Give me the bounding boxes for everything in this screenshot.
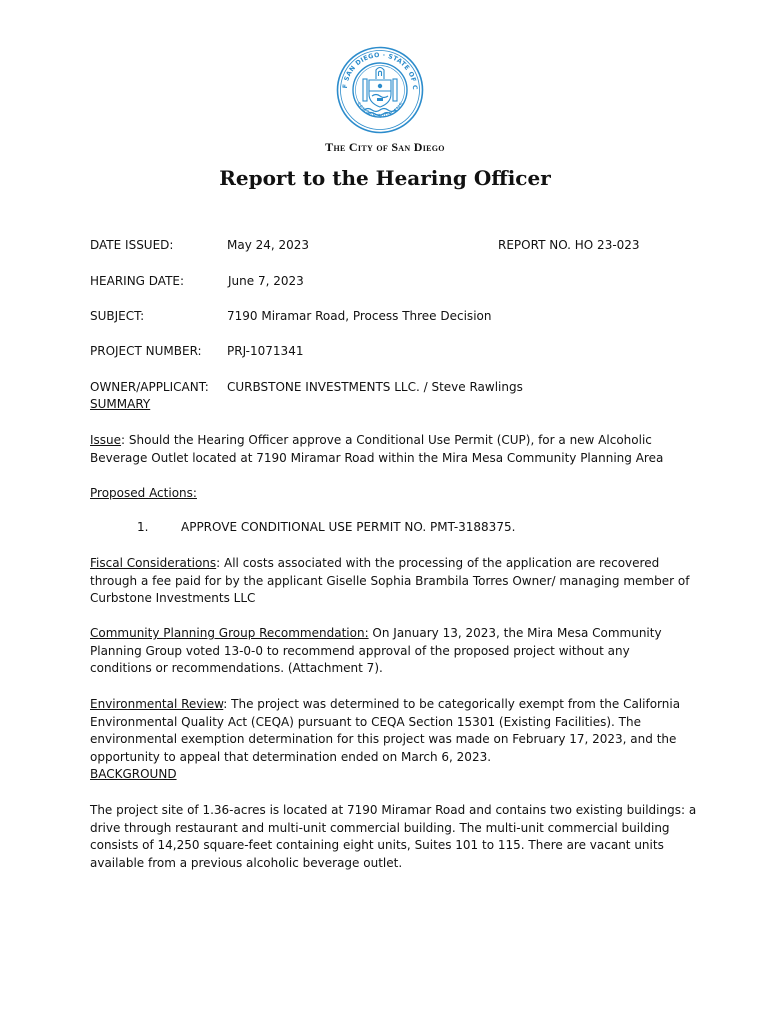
cpg-paragraph	[90, 625, 690, 678]
hearing-date-value: June 7, 2023	[228, 274, 304, 288]
hearing-date-label: HEARING DATE:	[90, 274, 185, 288]
owner-applicant-value: CURBSTONE INVESTMENTS LLC. / Steve Rawlings	[227, 380, 523, 394]
environmental-line: : The project was determined to be categorically exempt from the California	[223, 697, 681, 711]
background-heading: BACKGROUND	[90, 767, 177, 781]
background-line: drive through restaurant and multi-unit commercial building. The multi-unit commercial building	[90, 820, 670, 835]
background-line: available from a previous alcoholic beverage outlet.	[90, 855, 403, 870]
environmental-label: Environmental Review	[90, 697, 224, 711]
fiscal-paragraph	[90, 555, 690, 608]
report-title: Report to the Hearing Officer	[219, 166, 551, 190]
cpg-label: Community Planning Group Recommendation:	[90, 626, 369, 640]
background-paragraph	[90, 802, 697, 872]
issue-line: Beverage Outlet located at 7190 Miramar Road within the Mira Mesa Community Planning Area	[90, 450, 664, 465]
fiscal-line: through a fee paid for by the applicant Giselle Sophia Brambila Torres Owner/ managing member of	[90, 573, 690, 588]
city-seal-logo	[336, 46, 424, 134]
environmental-paragraph	[90, 696, 690, 766]
cpg-line: On January 13, 2023, the Mira Mesa Community	[368, 626, 662, 640]
background-line: consists of 14,250 square-feet containing eight units, Suites 101 to 115. There are vacant units	[90, 838, 664, 852]
action-number: 1.	[137, 520, 149, 534]
seal-ring-text: F SAN DIEGO · STATE OF C	[341, 51, 419, 91]
project-number-value: PRJ-1071341	[227, 344, 304, 358]
environmental-line: Environmental Quality Act (CEQA) pursuant to CEQA Section 15301 (Existing Facilities). The	[90, 714, 641, 729]
background-line: The project site of 1.36-acres is located at 7190 Miramar Road and contains two existing buildings: a	[90, 803, 697, 817]
issue-label: Issue	[90, 433, 122, 447]
seal-bottom-text: SEMPER VIGILANS	[354, 101, 406, 120]
fiscal-label: Fiscal Considerations	[90, 556, 217, 570]
date-issued-label: DATE ISSUED:	[90, 238, 174, 252]
cpg-line: Planning Group voted 13-0-0 to recommend approval of the proposed project without any	[90, 643, 630, 658]
action-text: APPROVE CONDITIONAL USE PERMIT NO. PMT-3188375.	[181, 520, 516, 534]
fiscal-line: : All costs associated with the processing of the application are recovered	[216, 556, 660, 570]
fiscal-line: Curbstone Investments LLC	[90, 591, 256, 605]
environmental-line: opportunity to appeal that determination ended on March 6, 2023.	[90, 749, 492, 764]
summary-heading: SUMMARY	[90, 397, 151, 411]
city-name: The City of San Diego	[325, 140, 445, 154]
owner-applicant-label: OWNER/APPLICANT:	[90, 380, 209, 394]
report-number: REPORT NO. HO 23-023	[498, 238, 640, 252]
environmental-line: environmental exemption determination for this project was made on February 17, 2023, and the	[90, 732, 677, 746]
project-number-label: PROJECT NUMBER:	[90, 344, 202, 358]
subject-label: SUBJECT:	[90, 309, 145, 323]
date-issued-value: May 24, 2023	[227, 238, 310, 252]
cpg-line: conditions or recommendations. (Attachment 7).	[90, 661, 383, 675]
subject-value: 7190 Miramar Road, Process Three Decision	[227, 309, 492, 323]
issue-line: : Should the Hearing Officer approve a Conditional Use Permit (CUP), for a new Alcoholic	[121, 433, 652, 447]
issue-paragraph	[90, 432, 690, 467]
proposed-actions-label: Proposed Actions:	[90, 486, 197, 500]
